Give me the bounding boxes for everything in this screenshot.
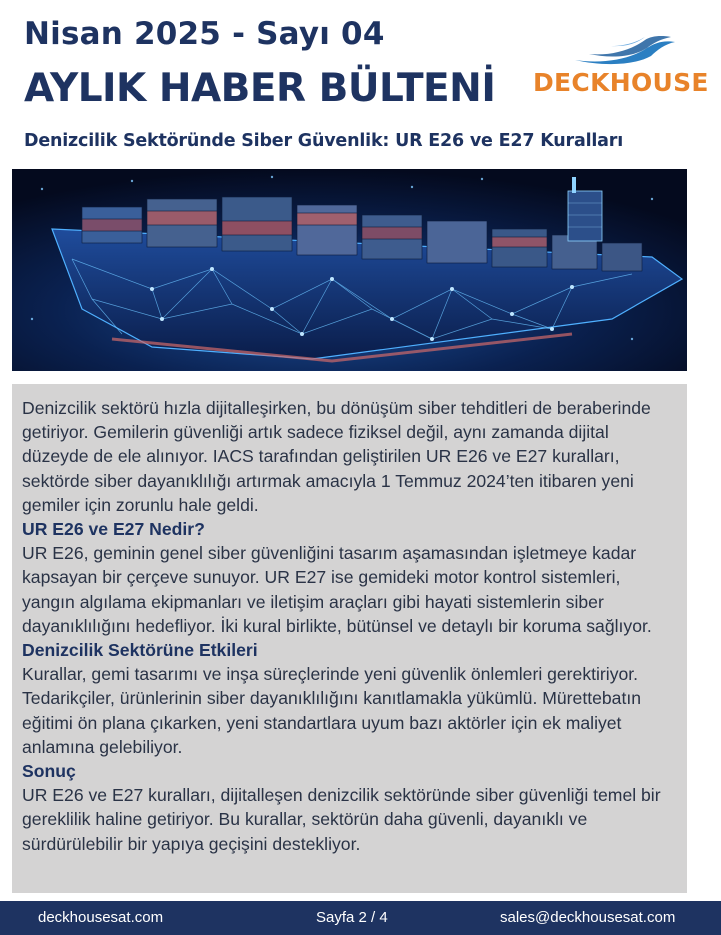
email-link[interactable]: sales@deckhousesat.com	[500, 909, 676, 926]
section-heading: Denizcilik Sektörüne Etkileri	[22, 640, 258, 661]
issue-label: Nisan 2025 - Sayı 04	[24, 16, 385, 52]
logo-wordmark: DECKHOUSE	[533, 68, 709, 97]
article-subtitle: Denizcilik Sektöründe Siber Güvenlik: UR E26 ve E27 Kuralları	[24, 131, 624, 151]
newsletter-title: AYLIK HABER BÜLTENİ	[24, 66, 496, 111]
section-heading: UR E26 ve E27 Nedir?	[22, 519, 205, 540]
section-body: Kurallar, gemi tasarımı ve inşa süreçlerinde yeni güvenlik önlemleri gerektiriyor. Tedarikçiler, ürünlerinin siber dayanıklılığını kanıtlamakla yükümlü. Mürettebatın eğitimi ön plana çıkarken, yeni standartlara uyum bazı aktörler için ek maliyet anlamına gelebiliyor.	[22, 664, 642, 757]
page-footer	[0, 901, 721, 935]
article-intro: Denizcilik sektörü hızla dijitalleşirken, bu dönüşüm siber tehditleri de beraberinde getiriyor. Gemilerin güvenliği artık sadece fiziksel değil, aynı zamanda dijital düzeyde de ele alınıyor. IACS tarafından geliştirilen UR E26 ve E27 kuralları, sektörde siber dayanıklılığı artırmak amacıyla 1 Temmuz 2024’ten itibaren yeni gemiler için zorunlu hale geldi.	[22, 398, 651, 515]
page-number: Sayfa 2 / 4	[316, 909, 388, 926]
deckhouse-logo	[531, 34, 716, 98]
article-panel	[12, 384, 687, 893]
container-ship-network-image	[12, 169, 687, 371]
section-body: UR E26 ve E27 kuralları, dijitalleşen denizcilik sektöründe siber güvenliği temel bir gereklilik haline getiriyor. Bu kurallar, sektörün daha güvenli, dayanıklı ve sürdürülebilir bir yapıya geçişini destekliyor.	[22, 785, 661, 854]
website-link[interactable]: deckhousesat.com	[38, 909, 164, 926]
section-heading: Sonuç	[22, 761, 76, 782]
wave-icon	[571, 34, 681, 68]
section-body: UR E26, geminin genel siber güvenliğini tasarım aşamasından işletmeye kadar kapsayan bir çerçeve sunuyor. UR E27 ise gemideki motor kontrol sistemleri, yangın algılama ekipmanları ve iletişim araçları gibi hayati sistemlerin siber dayanıklılığını hedefliyor. İki kural birlikte, bütünsel ve detaylı bir koruma sağlıyor.	[22, 543, 652, 636]
